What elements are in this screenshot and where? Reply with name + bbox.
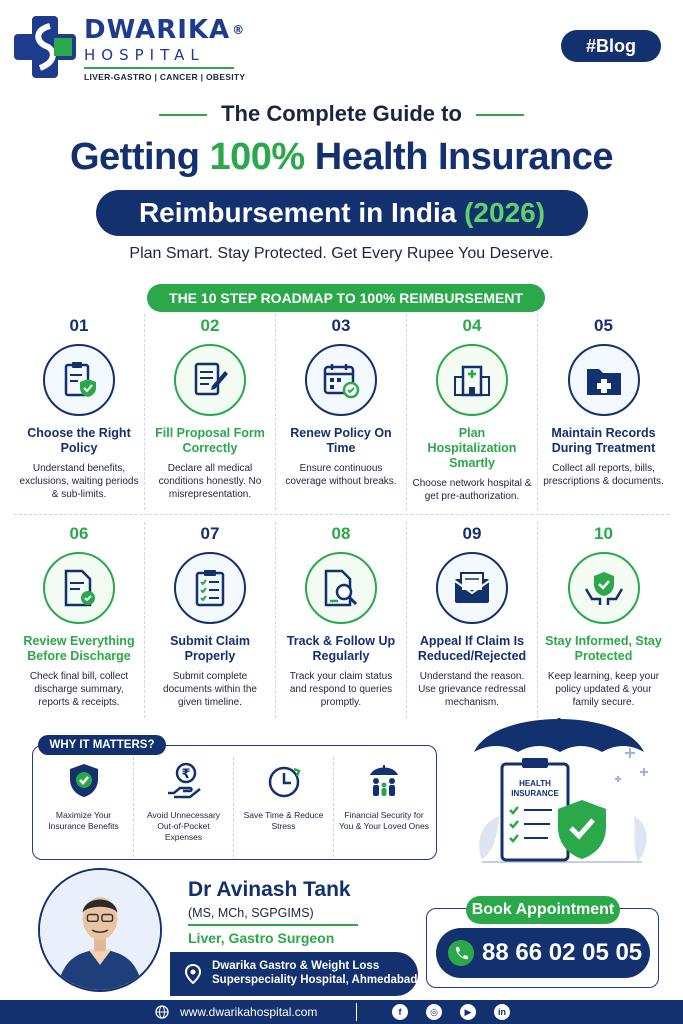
document-search-icon: [320, 567, 362, 609]
step-title: Stay Informed, Stay Protected: [545, 634, 662, 663]
step-card: [407, 314, 538, 510]
brand-divider: [84, 67, 234, 69]
brand-tagline: LIVER-GASTRO | CANCER | OBESITY: [84, 72, 246, 82]
registered-mark: ®: [232, 23, 246, 37]
title-pill-text: Reimbursement in India: [138, 197, 465, 228]
clipboard-title-line2: INSURANCE: [511, 789, 559, 798]
title-main-part2: Health Insurance: [304, 136, 613, 178]
step-number: 08: [331, 524, 351, 543]
why-it-matters-label: WHY IT MATTERS?: [38, 735, 166, 755]
why-item: [134, 757, 234, 857]
step-number: 01: [69, 316, 89, 335]
doctor-specialty: Liver, Gastro Surgeon: [188, 930, 335, 946]
website-link[interactable]: www.dwarikahospital.com: [180, 1005, 318, 1019]
youtube-icon[interactable]: ▶: [460, 1004, 476, 1020]
step-title: Fill Proposal Form Correctly: [155, 426, 265, 455]
location-pin-icon: [184, 964, 202, 984]
why-item: [34, 757, 134, 857]
document-check-icon: [58, 567, 100, 609]
doctor-name: Dr Avinash Tank: [188, 878, 351, 901]
step-description: Keep learning, keep your policy updated & your family secure.: [547, 671, 660, 708]
step-number: 05: [594, 316, 613, 335]
title-pill-year: (2026): [464, 197, 546, 228]
step-title: Appeal If Claim Is Reduced/Rejected: [417, 634, 527, 663]
why-item: [234, 757, 334, 857]
step-description: Understand the reason. Use grievance redressal mechanism.: [418, 671, 526, 708]
step-number: 09: [462, 524, 482, 543]
envelope-icon: [451, 567, 493, 609]
clipboard-shield-icon: [58, 359, 100, 401]
step-card: [14, 314, 145, 510]
step-description: Collect all reports, bills, prescriptions & documents.: [543, 463, 664, 487]
svg-text:₹: ₹: [180, 767, 191, 782]
hospital-address: [170, 952, 418, 996]
step-icon-circle: [436, 552, 508, 624]
step-description: Choose network hospital & get pre-authorization.: [412, 478, 532, 502]
title-main-highlight: 100%: [209, 136, 305, 178]
step-number: 02: [200, 316, 220, 335]
title-main-part1: Getting: [69, 136, 210, 178]
step-icon-circle: [43, 552, 115, 624]
step-description: Declare all medical conditions honestly. No misrepresentation.: [158, 463, 262, 500]
step-card: [538, 522, 669, 718]
doctor-photo: [38, 868, 162, 992]
brand-subtitle: HOSPITAL: [84, 46, 205, 64]
title-pre: [0, 101, 683, 127]
roadmap-banner: THE 10 STEP ROADMAP TO 100% REIMBURSEMENT: [147, 284, 545, 312]
step-title: Renew Policy On Time: [290, 426, 392, 455]
doctor-degree: (MS, MCh, SGPGIMS): [188, 906, 314, 920]
title-pre-text: The Complete Guide to: [221, 101, 462, 126]
step-card: [145, 522, 276, 718]
facebook-icon[interactable]: f: [392, 1004, 408, 1020]
step-title: Maintain Records During Treatment: [551, 426, 656, 455]
globe-icon: [155, 1005, 169, 1019]
step-icon-circle: [305, 344, 377, 416]
steps-row-2: [14, 522, 669, 718]
step-icon-circle: [568, 344, 640, 416]
step-card: [538, 314, 669, 510]
step-number: 04: [462, 316, 482, 335]
step-description: Track your claim status and respond to queries promptly.: [289, 671, 393, 708]
clipboard-title-line1: HEALTH: [519, 779, 551, 788]
phone-number-button[interactable]: 88 66 02 05 05: [436, 928, 650, 978]
step-title: Track & Follow Up Regularly: [286, 634, 396, 663]
step-title: Choose the Right Policy: [27, 426, 131, 455]
step-number: 03: [331, 316, 351, 335]
checklist-icon: [189, 567, 231, 609]
step-description: Submit complete documents within the given timeline.: [163, 671, 257, 708]
dwarika-logo-icon: [14, 16, 76, 78]
clock-icon: [264, 761, 304, 801]
why-items: [34, 757, 435, 857]
footer-divider: [356, 1003, 357, 1021]
brand-name: DWARIKA ®: [84, 15, 246, 45]
why-item-label: Avoid Unnecessary Out-of-Pocket Expenses: [146, 810, 221, 842]
hands-shield-icon: [583, 567, 625, 609]
instagram-icon[interactable]: ◎: [426, 1004, 442, 1020]
address-line-1: Dwarika Gastro & Weight Loss: [212, 960, 380, 972]
health-insurance-illustration: [462, 710, 662, 870]
doctor-portrait-icon: [40, 870, 160, 990]
address-line-2: Superspeciality Hospital, Ahmedabad: [212, 974, 418, 986]
tagline: Plan Smart. Stay Protected. Get Every Rupee You Deserve.: [129, 245, 554, 262]
why-item-label: Maximize Your Insurance Benefits: [48, 810, 119, 831]
step-card: [276, 314, 407, 510]
step-card: [145, 314, 276, 510]
why-item-label: Financial Security for You & Your Loved Ones: [339, 810, 429, 831]
step-card: [14, 522, 145, 718]
step-card: [407, 522, 538, 718]
title-pill: [96, 190, 588, 236]
step-number: 06: [69, 524, 89, 543]
step-icon-circle: [305, 552, 377, 624]
doctor-divider: [188, 924, 358, 926]
title-rule-left: [159, 114, 207, 116]
brand-block: [84, 16, 245, 82]
step-icon-circle: [436, 344, 508, 416]
step-description: Understand benefits, exclusions, waiting periods & sub-limits.: [19, 463, 139, 500]
title-rule-right: [476, 114, 524, 116]
calendar-check-icon: [320, 359, 362, 401]
book-appointment-label: Book Appointment: [466, 896, 620, 924]
step-number: 10: [594, 524, 613, 543]
step-title: Plan Hospitalization Smartly: [427, 426, 517, 470]
step-icon-circle: [174, 552, 246, 624]
shield-check-icon: [64, 761, 104, 801]
row-divider: [14, 514, 669, 515]
phone-icon: [448, 940, 474, 966]
step-icon-circle: [174, 344, 246, 416]
page-title: [0, 136, 683, 179]
steps-row-1: [14, 314, 669, 510]
blog-badge: #Blog: [561, 30, 661, 62]
footer: [0, 1000, 683, 1024]
family-umbrella-icon: [364, 761, 404, 801]
medical-folder-icon: [583, 359, 625, 401]
step-description: Check final bill, collect discharge summary, reports & receipts.: [29, 671, 129, 708]
linkedin-icon[interactable]: in: [494, 1004, 510, 1020]
step-number: 07: [200, 524, 220, 543]
step-icon-circle: [568, 552, 640, 624]
step-icon-circle: [43, 344, 115, 416]
form-pen-icon: [189, 359, 231, 401]
step-description: Ensure continuous coverage without breaks.: [285, 463, 397, 487]
step-card: [276, 522, 407, 718]
why-item: [334, 757, 434, 857]
step-title: Review Everything Before Discharge: [23, 634, 135, 663]
rupee-hand-icon: [164, 761, 204, 801]
hospital-icon: [451, 359, 493, 401]
step-title: Submit Claim Properly: [170, 634, 250, 663]
why-item-label: Save Time & Reduce Stress: [243, 810, 324, 831]
